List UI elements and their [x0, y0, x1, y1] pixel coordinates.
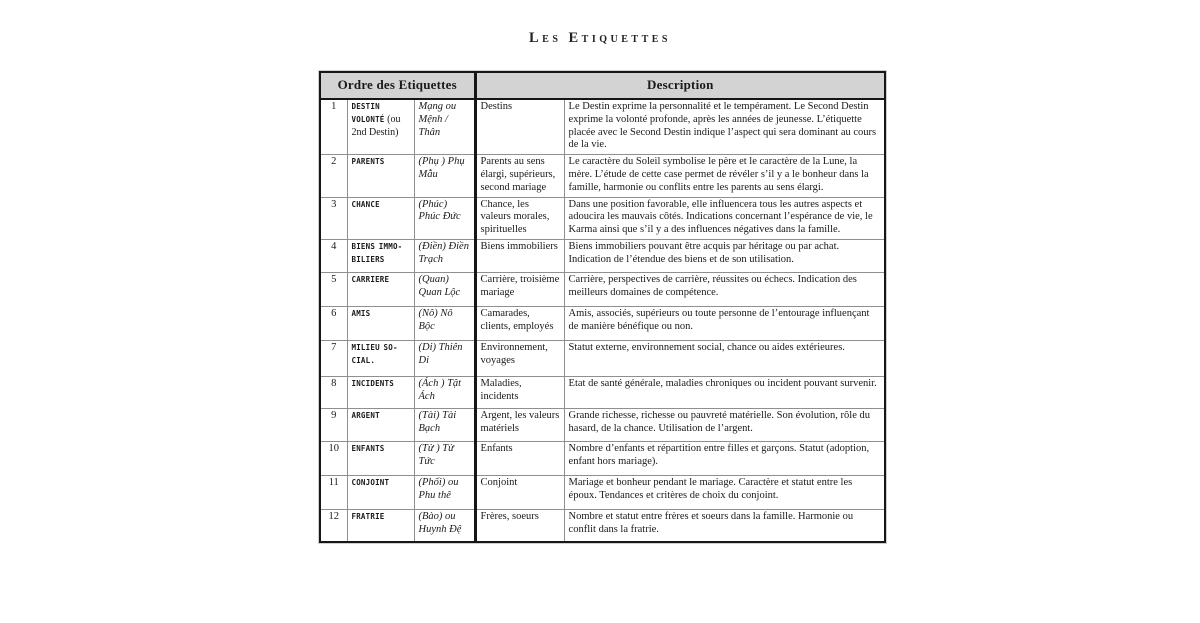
- vietnamese-name: (Ách ) Tật Ách: [414, 376, 475, 408]
- keywords: Maladies, incidents: [475, 376, 564, 408]
- table-row: [320, 441, 885, 475]
- description: Nombre et statut entre frères et soeurs dans la famille. Harmonie ou conflit dans la fratrie.: [564, 509, 885, 542]
- header-ordre-des-etiquettes: Ordre des Etiquettes: [320, 72, 475, 99]
- description: Dans une position favorable, elle influencera tous les autres aspects et adoucira les mauvais côtés. Indications concernant l’espérance de vie, le Karma ainsi que s’il y a des influences négatives dans la famille.: [564, 197, 885, 239]
- vietnamese-name: (Điền) Điền Trạch: [414, 239, 475, 272]
- vietnamese-name: (Di) Thiên Di: [414, 340, 475, 376]
- table-row: [320, 509, 885, 542]
- table-row: [320, 99, 885, 155]
- vietnamese-name: (Phúc) Phúc Đức: [414, 197, 475, 239]
- etiquette-name: [347, 99, 414, 155]
- row-number: 11: [320, 475, 347, 509]
- table-row: [320, 239, 885, 272]
- etiquette-name: [347, 475, 414, 509]
- table-header: [320, 72, 885, 99]
- table-body: [320, 99, 885, 542]
- keywords: Conjoint: [475, 475, 564, 509]
- description: Carrière, perspectives de carrière, réussites ou échecs. Indication des meilleurs domaines de compétence.: [564, 272, 885, 306]
- row-number: 8: [320, 376, 347, 408]
- etiquette-name-text: ENFANTS: [351, 443, 385, 453]
- table-row: [320, 376, 885, 408]
- etiquette-name-text: FRATRIE: [351, 511, 385, 521]
- row-number: 3: [320, 197, 347, 239]
- keywords: Enfants: [475, 441, 564, 475]
- keywords: Biens immobiliers: [475, 239, 564, 272]
- header-description: Description: [475, 72, 885, 99]
- etiquette-name-text: CARRIERE: [351, 274, 390, 284]
- keywords: Frères, soeurs: [475, 509, 564, 542]
- etiquette-name-text: BIENS IMMO-BILIERS: [351, 241, 403, 264]
- etiquette-name-suffix: (ou 2nd Destin): [351, 113, 401, 138]
- row-number: 6: [320, 306, 347, 340]
- keywords: Environnement, voyages: [475, 340, 564, 376]
- etiquette-name-text: DESTIN VOLONTÉ: [351, 102, 385, 124]
- description: Amis, associés, supérieurs ou toute personne de l’entourage influençant de manière bénéfique ou non.: [564, 306, 885, 340]
- etiquette-name: [347, 340, 414, 376]
- header-row: [320, 72, 885, 99]
- description: Grande richesse, richesse ou pauvreté matérielle. Son évolution, rôle du hasard, de la chance. Utilisation de l’argent.: [564, 408, 885, 441]
- keywords: Carrière, troisième mariage: [475, 272, 564, 306]
- etiquette-name: [347, 408, 414, 441]
- table-row: [320, 475, 885, 509]
- table-row: [320, 155, 885, 197]
- etiquette-name-text: CONJOINT: [351, 477, 390, 487]
- row-number: 2: [320, 155, 347, 197]
- vietnamese-name: (Tài) Tài Bạch: [414, 408, 475, 441]
- row-number: 4: [320, 239, 347, 272]
- etiquette-name: [347, 239, 414, 272]
- description: Etat de santé générale, maladies chroniques ou incident pouvant survenir.: [564, 376, 885, 408]
- etiquettes-table-container: [319, 71, 885, 543]
- etiquette-name: [347, 441, 414, 475]
- row-number: 10: [320, 441, 347, 475]
- description: Statut externe, environnement social, chance ou aides extérieures.: [564, 340, 885, 376]
- description: Le caractère du Soleil symbolise le père et le caractère de la Lune, la mère. L’étude de cette case permet de révéler s’il y a le bonheur dans la famille, harmonie ou conflits entre les parents au sens élargi.: [564, 155, 885, 197]
- keywords: Argent, les valeurs matériels: [475, 408, 564, 441]
- vietnamese-name: (Nô) Nô Bộc: [414, 306, 475, 340]
- description: Le Destin exprime la personnalité et le tempérament. Le Second Destin exprime la volonté profonde, après les années de jeunesse. L’étiquette placée avec le Second Destin indique l’aspect qui sera dominant au cours de la vie.: [564, 99, 885, 155]
- row-number: 1: [320, 99, 347, 155]
- etiquette-name-text: ARGENT: [351, 410, 380, 420]
- description: Nombre d’enfants et répartition entre filles et garçons. Statut (adoption, enfant hors mariage).: [564, 441, 885, 475]
- table-row: [320, 306, 885, 340]
- keywords: Camarades, clients, employés: [475, 306, 564, 340]
- keywords: Parents au sens élargi, supérieurs, second mariage: [475, 155, 564, 197]
- etiquette-name: [347, 197, 414, 239]
- row-number: 12: [320, 509, 347, 542]
- table-row: [320, 197, 885, 239]
- etiquette-name-text: INCIDENTS: [351, 378, 394, 388]
- etiquette-name: [347, 272, 414, 306]
- row-number: 9: [320, 408, 347, 441]
- vietnamese-name: (Phụ ) Phụ Mẫu: [414, 155, 475, 197]
- table-row: [320, 340, 885, 376]
- keywords: Destins: [475, 99, 564, 155]
- vietnamese-name: (Bào) ou Huynh Đệ: [414, 509, 475, 542]
- table-row: [320, 272, 885, 306]
- vietnamese-name: (Phối) ou Phu thê: [414, 475, 475, 509]
- description: Mariage et bonheur pendant le mariage. Caractère et statut entre les époux. Tendances et critères de choix du conjoint.: [564, 475, 885, 509]
- etiquette-name-text: PARENTS: [351, 157, 385, 167]
- etiquette-name: [347, 306, 414, 340]
- etiquette-name-text: AMIS: [351, 308, 371, 318]
- vietnamese-name: (Quan) Quan Lộc: [414, 272, 475, 306]
- etiquette-name-text: MILIEU SO-CIAL.: [351, 342, 398, 365]
- table-row: [320, 408, 885, 441]
- etiquette-name-text: CHANCE: [351, 199, 380, 209]
- row-number: 5: [320, 272, 347, 306]
- page-title: Les Etiquettes: [528, 30, 671, 46]
- vietnamese-name: (Tử ) Tử Tức: [414, 441, 475, 475]
- etiquette-name: [347, 509, 414, 542]
- etiquette-name: [347, 376, 414, 408]
- keywords: Chance, les valeurs morales, spirituelles: [475, 197, 564, 239]
- etiquettes-table: [319, 71, 886, 543]
- row-number: 7: [320, 340, 347, 376]
- vietnamese-name: Mạng ou Mệnh / Thân: [414, 99, 475, 155]
- description: Biens immobiliers pouvant être acquis par héritage ou par achat. Indication de l’étendue des biens et de son utilisation.: [564, 239, 885, 272]
- etiquette-name: [347, 155, 414, 197]
